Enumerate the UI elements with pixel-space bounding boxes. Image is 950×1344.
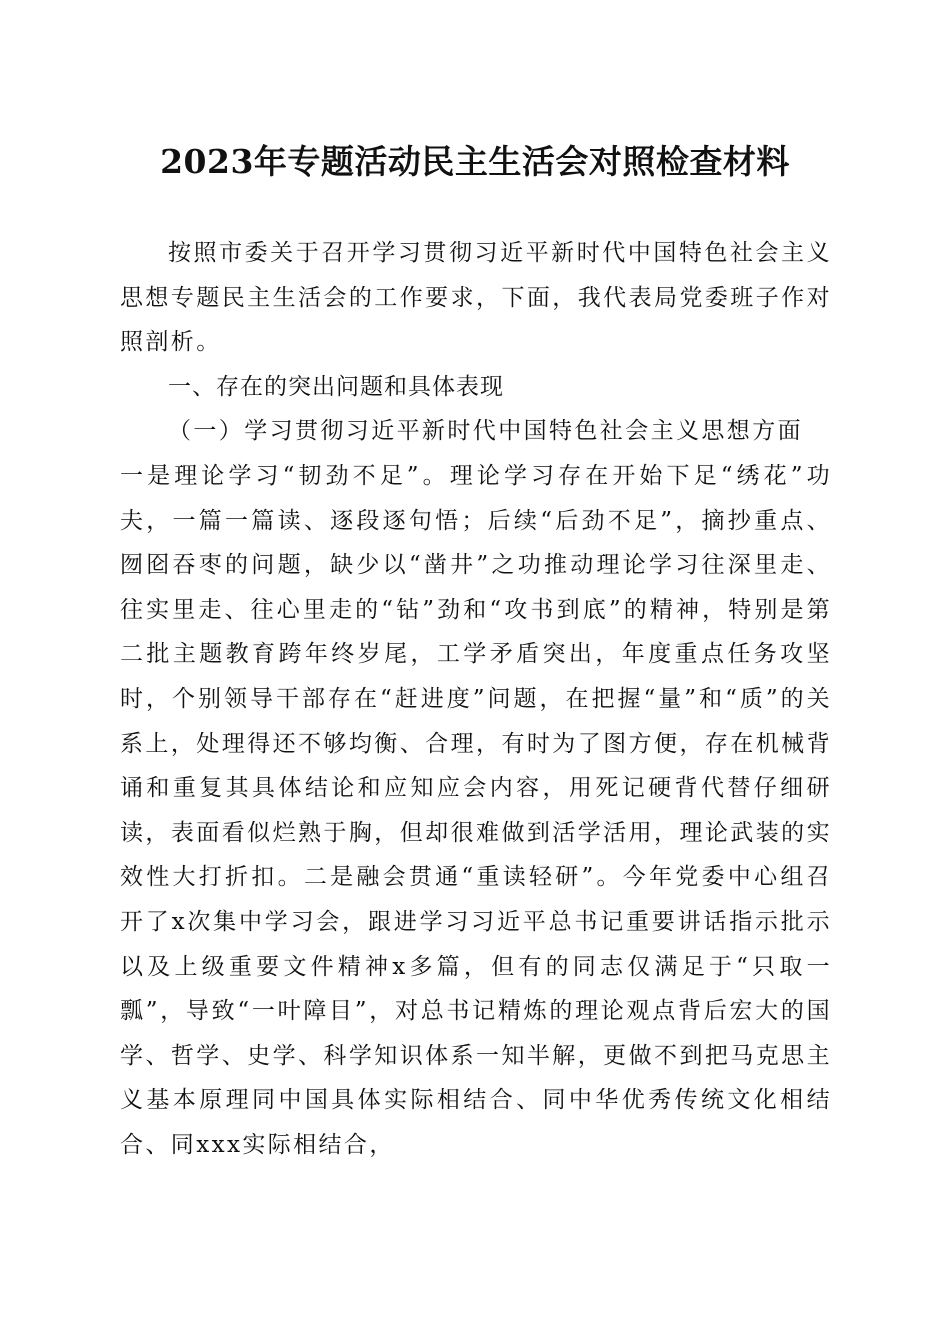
section-heading: 一、存在的突出问题和具体表现 <box>168 373 504 400</box>
document-title: 2023年专题活动民主生活会对照检查材料 <box>160 142 790 181</box>
document-body <box>120 231 832 1167</box>
intro-paragraph: 按照市委关于召开学习贯彻习近平新时代中国特色社会主义思想专题民主生活会的工作要求，下面，我代表局党委班子作对照剖析。 <box>120 240 832 356</box>
body-paragraph: 一是理论学习“韧劲不足”。理论学习存在开始下足“绣花”功夫，一篇一篇读、逐段逐句悟；后续“后劲不足”，摘抄重点、囫囵吞枣的问题，缺少以“凿井”之功推动理论学习往深里走、往实里走、往心里走的“钻”劲和“攻书到底”的精神，特别是第二批主题教育跨年终岁尾，工学矛盾突出，年度重点任务攻坚时，个别领导干部存在“赶进度”问题，在把握“量”和“质”的关系上，处理得还不够均衡、合理，有时为了图方便，存在机械背诵和重复其具体结论和应知应会内容，用死记硬背代替仔细研读，表面看似烂熟于胸，但却很难做到活学活用，理论武装的实效性大打折扣。二是融会贯通“重读轻研”。今年党委中心组召开了x次集中学习会，跟进学习习近平总书记重要讲话指示批示以及上级重要文件精神x多篇，但有的同志仅满足于“只取一瓢”，导致“一叶障目”，对总书记精炼的理论观点背后宏大的国学、哲学、史学、科学知识体系一知半解，更做不到把马克思主义基本原理同中国具体实际相结合、同中华优秀传统文化相结合、同xxx实际相结合， <box>120 462 832 1158</box>
subsection-heading: （一）学习贯彻习近平新时代中国特色社会主义思想方面 <box>168 418 803 445</box>
